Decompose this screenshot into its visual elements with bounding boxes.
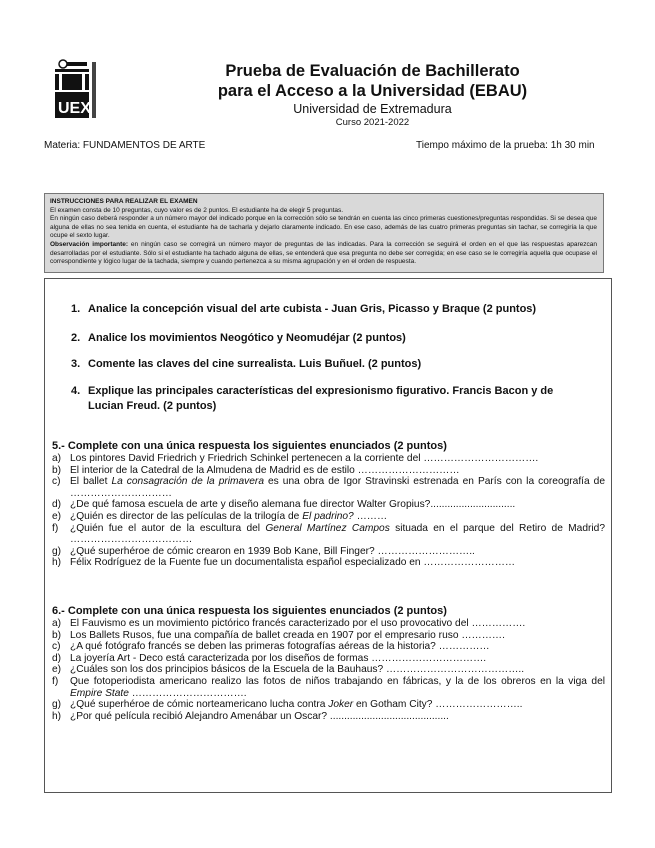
- item-letter: b): [52, 629, 62, 641]
- item-letter: h): [52, 557, 62, 569]
- item-letter: a): [52, 453, 62, 464]
- item-text: Los Ballets Rusos, fue una compañía de ballet creada en 1907 por el empresario ruso ………….: [70, 629, 505, 641]
- list-item: [52, 499, 605, 511]
- list-item: [52, 453, 605, 465]
- exam-title-line-1: Prueba de Evaluación de Bachillerato: [225, 62, 520, 80]
- instructions-observation: [50, 241, 597, 267]
- item-letter: g): [52, 699, 62, 711]
- item-emphasis: La consagración de la primavera: [111, 476, 264, 488]
- item-text: ¿Por qué película recibió Alejandro Amenábar un Oscar? ..........................................: [70, 710, 449, 722]
- item-text: Félix Rodríguez de la Fuente fue un documentalista español especializado en ………………………: [70, 557, 516, 569]
- list-item: [52, 675, 605, 699]
- item-text-end: situada en el parque del Retiro de Madrid? ………………………………: [70, 522, 605, 546]
- item-letter: c): [52, 641, 61, 653]
- item-text: ¿Qué superhéroe de cómic crearon en 1939 Bob Kane, Bill Finger? ………………………..: [70, 545, 475, 557]
- item-emphasis: Joker: [328, 699, 354, 711]
- question-text: Comente las claves del cine surrealista. Luis Buñuel. (2 puntos): [88, 358, 422, 370]
- question-1: [71, 302, 591, 317]
- item-letter: c): [52, 476, 61, 488]
- list-item: [52, 476, 606, 499]
- observation-label: Observación importante:: [50, 240, 129, 248]
- item-emphasis: Empire State: [70, 687, 129, 699]
- item-letter: d): [52, 499, 62, 511]
- item-text-end: ………: [353, 510, 388, 522]
- instructions-line-1: El examen consta de 10 preguntas, cuyo valor es de 2 puntos. El estudiante ha de elegir 5 preguntas.: [50, 206, 344, 214]
- section-6-list: [52, 618, 605, 722]
- item-text: Los pintores David Friedrich y Friedrich Schinkel pertenecen a la corriente del …………………………….: [70, 453, 539, 464]
- question-number: 4.: [71, 385, 81, 397]
- item-emphasis: El padrino?: [302, 510, 354, 522]
- item-text-end: …………………………….: [128, 687, 247, 699]
- item-text: ¿A qué fotógrafo francés se deben las primeras fotografías aéreas de la historia? ……………: [70, 641, 490, 653]
- section-5-list: [52, 453, 606, 569]
- course-year: Curso 2021-2022: [335, 117, 410, 128]
- exam-header: [200, 61, 545, 129]
- item-letter: e): [52, 664, 62, 676]
- list-item: [52, 652, 605, 665]
- list-item: [52, 510, 605, 523]
- list-item: [52, 629, 605, 642]
- question-2: [71, 331, 591, 346]
- subject-label: Materia: FUNDAMENTOS DE ARTE: [44, 140, 206, 151]
- university-logo: [47, 58, 105, 120]
- logo-letters: UEX: [58, 100, 91, 117]
- list-item: [52, 710, 605, 723]
- item-text-end: es una obra de Igor Stravinski estrenada en París con la coreografía de …………………………: [70, 476, 606, 499]
- list-item: [52, 464, 605, 477]
- list-item: [52, 641, 605, 653]
- question-text: Analice los movimientos Neogótico y Neomudéjar (2 puntos): [88, 332, 406, 344]
- list-item: [52, 522, 605, 546]
- item-letter: f): [52, 675, 59, 687]
- item-letter: a): [52, 618, 62, 629]
- question-4: [71, 384, 591, 414]
- item-text: ¿Quién fue el autor de la escultura del: [70, 522, 266, 534]
- question-3: [71, 357, 591, 372]
- list-item: [52, 557, 605, 569]
- item-letter: g): [52, 545, 62, 557]
- item-letter: e): [52, 510, 62, 522]
- item-text: El ballet: [70, 476, 112, 488]
- exam-title-line-2: para el Acceso a la Universidad (EBAU): [217, 82, 528, 100]
- item-letter: h): [52, 710, 62, 722]
- item-text-end: en Gotham City? ……………………..: [353, 699, 523, 711]
- question-text: Analice la concepción visual del arte cubista - Juan Gris, Picasso y Braque (2 puntos): [88, 303, 537, 315]
- item-text: ¿De qué famosa escuela de arte y diseño alemana fue director Walter Gropius?..............................: [70, 499, 516, 511]
- list-item: [52, 664, 605, 676]
- item-text: ¿Quién es director de las películas de la trilogía de: [70, 510, 303, 522]
- item-text: ¿Cuáles son los dos principios básicos de la Escuela de la Bauhaus? …………………………………..: [70, 664, 525, 676]
- section-6-title: 6.- Complete con una única respuesta los siguientes enunciados (2 puntos): [52, 605, 447, 617]
- item-letter: f): [52, 522, 59, 534]
- question-text: Explique las principales características del expresionismo figurativo. Francis Bacon y de Lucian Freud. (2 puntos): [88, 385, 554, 412]
- time-limit-label: Tiempo máximo de la prueba: 1h 30 min: [416, 140, 595, 151]
- question-number: 1.: [71, 303, 81, 315]
- item-emphasis: General Martínez Campos: [265, 522, 390, 534]
- item-letter: d): [52, 652, 62, 664]
- instructions-title: INSTRUCCIONES PARA REALIZAR EL EXAMEN: [50, 198, 198, 205]
- item-text: El interior de la Catedral de la Almudena de Madrid es de estilo …………………………: [70, 464, 460, 476]
- item-text: El Fauvismo es un movimiento pictórico francés caracterizado por el uso provocativo del …………….: [70, 618, 526, 629]
- item-text: La joyería Art - Deco está caracterizada por los diseños de formas …………………………….: [70, 652, 487, 664]
- item-letter: b): [52, 464, 62, 476]
- observation-text: en ningún caso se corregirá un número mayor de preguntas de las indicadas. Para la corrección se seguirá el orden en el que las respuestas aparezcan desarrolladas por el estudiante. Sólo si el estudiante ha tachado alguna de ellas, se entenderá que esa pregunta no debe ser corregida; en ese caso se le corregiría aquella que ocupase el correspondiente y lógico lugar de la tachada, siempre y cuando pertenezca a su misma agrupación y en el orden de respuesta.: [50, 240, 597, 266]
- instructions-box: [44, 193, 604, 273]
- section-5-title: 5.- Complete con una única respuesta los siguientes enunciados (2 puntos): [52, 440, 447, 452]
- university-name: Universidad de Extremadura: [293, 102, 452, 116]
- list-item: [52, 545, 605, 558]
- question-number: 2.: [71, 332, 81, 344]
- item-text: ¿Qué superhéroe de cómic norteamericano lucha contra: [70, 699, 329, 711]
- list-item: [52, 618, 605, 630]
- instructions-line-2: En ningún caso deberá responder a un número mayor del indicado porque en la corrección sólo se tendrán en cuenta las cinco primeras cuestiones/preguntas respondidas. Si se desea que alguna de ellas no sea tenida en cuenta, el estudiante ha de tacharla y dejarlo claramente indicado. En ese caso, además de las cuatro primeras preguntas sin tachar, se corregiría la que ocupe el sexto lugar.: [50, 215, 597, 240]
- question-number: 3.: [71, 358, 81, 370]
- list-item: [52, 699, 605, 711]
- item-text: Que fotoperiodista americano realizo las fotos de niños trabajando en fábricas, y la de los obreros en la viga del: [70, 675, 605, 687]
